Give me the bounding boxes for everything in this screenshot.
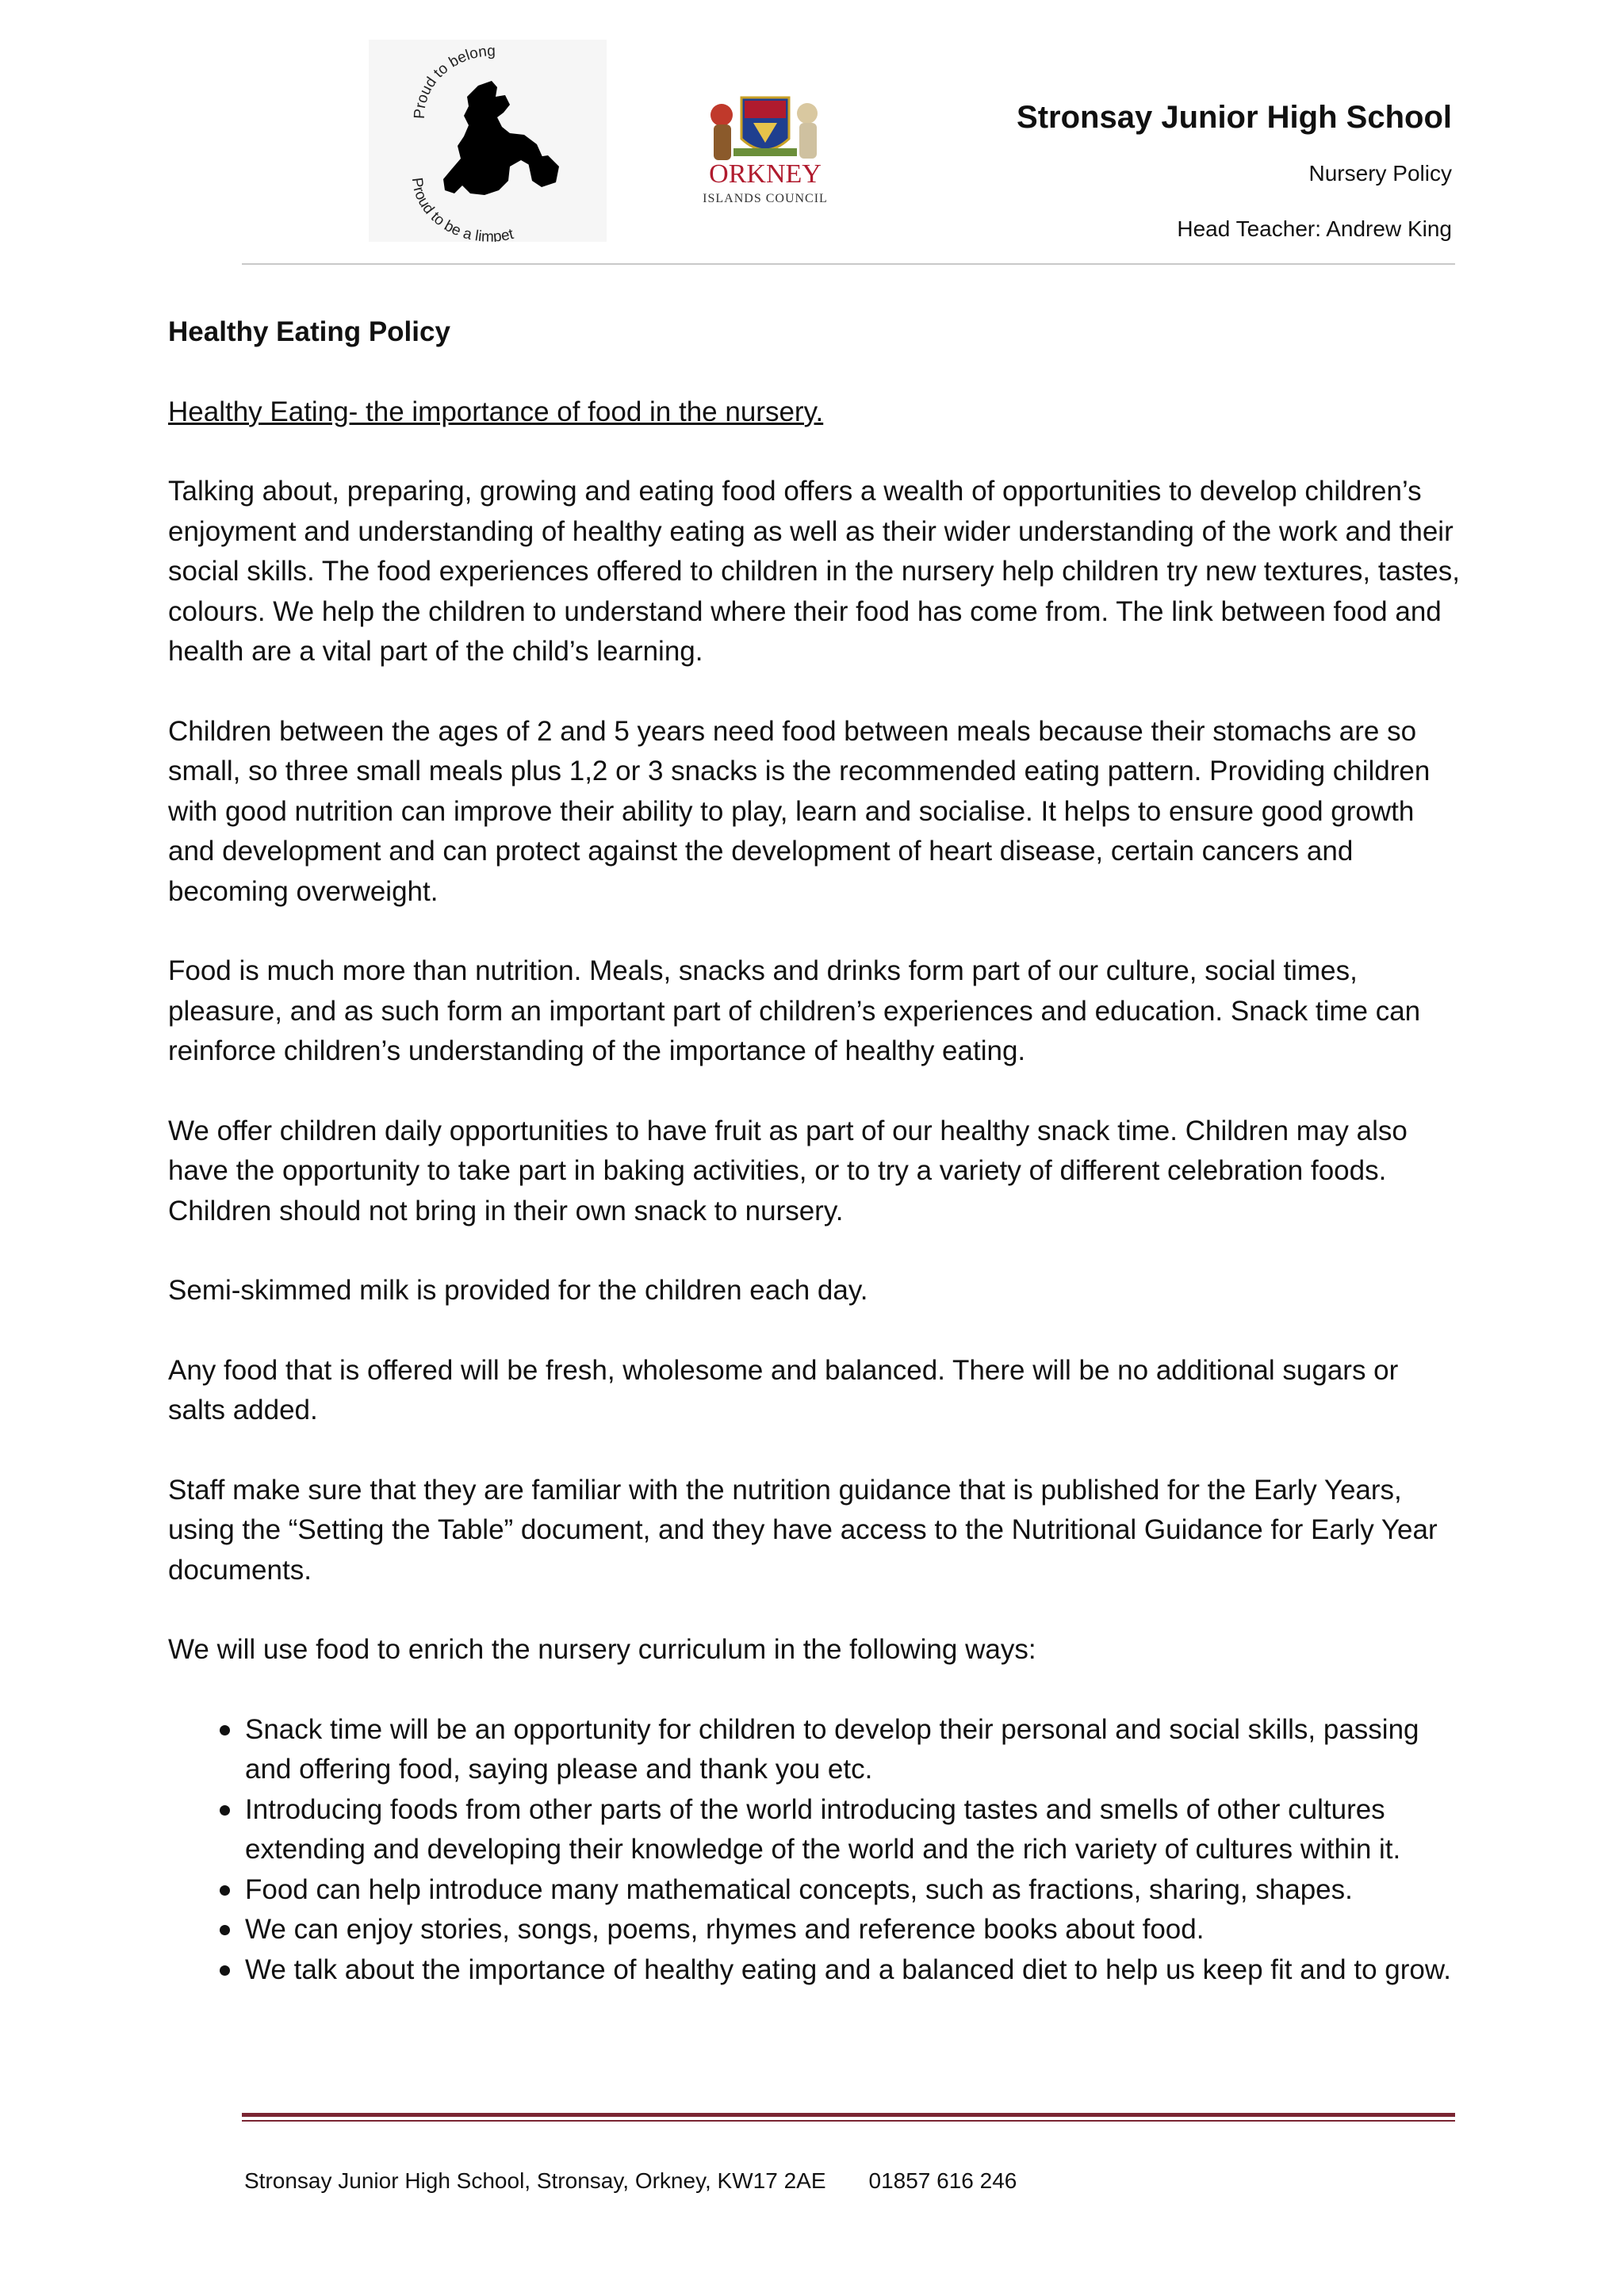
bullet-icon <box>220 1925 230 1935</box>
bullet-icon <box>220 1965 230 1976</box>
list-item-text: We can enjoy stories, songs, poems, rhymes and reference books about food. <box>245 1914 1205 1945</box>
list-item <box>245 1710 1461 1790</box>
footer-phone: 01857 616 246 <box>868 2168 1017 2193</box>
document-header <box>1017 98 1452 243</box>
policy-body <box>168 312 1461 1990</box>
paragraph: Children between the ages of 2 and 5 years need food between meals because their stomachs are so small, so three small meals plus 1,2 or 3 snacks is the recommended eating pattern. Providing children with good nutrition can improve their ability to play, learn and socialise. It helps to ensure good growth and development and can protect against the development of heart disease, certain cancers and becoming overweight. <box>168 715 1431 907</box>
paragraph: Semi-skimmed milk is provided for the children each day. <box>168 1275 868 1306</box>
list-item <box>245 1790 1461 1870</box>
list-item <box>245 1950 1461 1991</box>
header-divider <box>242 263 1455 265</box>
school-logo-motto-bottom: Proud to be a limpet <box>408 176 515 242</box>
policy-title: Healthy Eating Policy <box>168 316 450 347</box>
council-coat-of-arms-icon <box>678 83 852 210</box>
head-teacher: Head Teacher: Andrew King <box>1177 216 1452 241</box>
paragraph: Any food that is offered will be fresh, wholesome and balanced. There will be no additional sugars or salts added. <box>168 1354 1399 1425</box>
council-name-line1: ORKNEY <box>709 159 822 189</box>
limpet-island-silhouette-icon <box>369 40 607 242</box>
paragraph: We will use food to enrich the nursery curriculum in the following ways: <box>168 1634 1036 1665</box>
school-logo <box>369 40 607 242</box>
policy-subtitle: Healthy Eating- the importance of food in the nursery. <box>168 396 824 427</box>
footer-divider-thin <box>242 2120 1455 2122</box>
list-item-text: Introducing foods from other parts of the world introducing tastes and smells of other cultures extending and developing their knowledge of the world and the rich variety of cultures within it. <box>245 1793 1401 1865</box>
footer-divider <box>242 2113 1455 2117</box>
paragraph: We offer children daily opportunities to have fruit as part of our healthy snack time. Children may also have the opportunity to take part in baking activities, or to try a variety of different celebration foods. Children should not bring in their own snack to nursery. <box>168 1115 1408 1226</box>
list-item <box>245 1870 1461 1911</box>
list-item-text: Snack time will be an opportunity for children to develop their personal and social skills, passing and offering food, saying please and thank you etc. <box>245 1713 1419 1785</box>
council-name-line2: ISLANDS COUNCIL <box>703 192 828 205</box>
page-footer <box>244 2168 1017 2195</box>
curriculum-list <box>168 1710 1461 1991</box>
list-item <box>245 1910 1461 1950</box>
footer-address: Stronsay Junior High School, Stronsay, Orkney, KW17 2AE <box>244 2168 826 2193</box>
school-logo-motto-top: Proud to belong <box>411 43 496 120</box>
school-name: Stronsay Junior High School <box>1017 100 1452 135</box>
bullet-icon <box>220 1885 230 1896</box>
paragraph: Talking about, preparing, growing and eating food offers a wealth of opportunities to develop children’s enjoyment and understanding of healthy eating as well as their wider understanding of the work and their social skills. The food experiences offered to children in the nursery help children try new textures, tastes, colours. We help the children to understand where their food has come from. The link between food and health are a vital part of the child’s learning. <box>168 476 1460 667</box>
council-logo <box>678 83 852 210</box>
list-item-text: Food can help introduce many mathematical concepts, such as fractions, sharing, shapes. <box>245 1873 1353 1905</box>
paragraph: Staff make sure that they are familiar with the nutrition guidance that is published for the Early Years, using the “Setting the Table” document, and they have access to the Nutritional Guidance for Early Year documents. <box>168 1474 1438 1586</box>
paragraph: Food is much more than nutrition. Meals, snacks and drinks form part of our culture, social times, pleasure, and as such form an important part of children’s experiences and education. Snack time can reinforce children’s understanding of the importance of healthy eating. <box>168 955 1421 1066</box>
bullet-icon <box>220 1805 230 1816</box>
list-item-text: We talk about the importance of healthy eating and a balanced diet to help us keep fit and to grow. <box>245 1954 1451 1985</box>
document-type: Nursery Policy <box>1308 161 1452 186</box>
bullet-icon <box>220 1725 230 1735</box>
